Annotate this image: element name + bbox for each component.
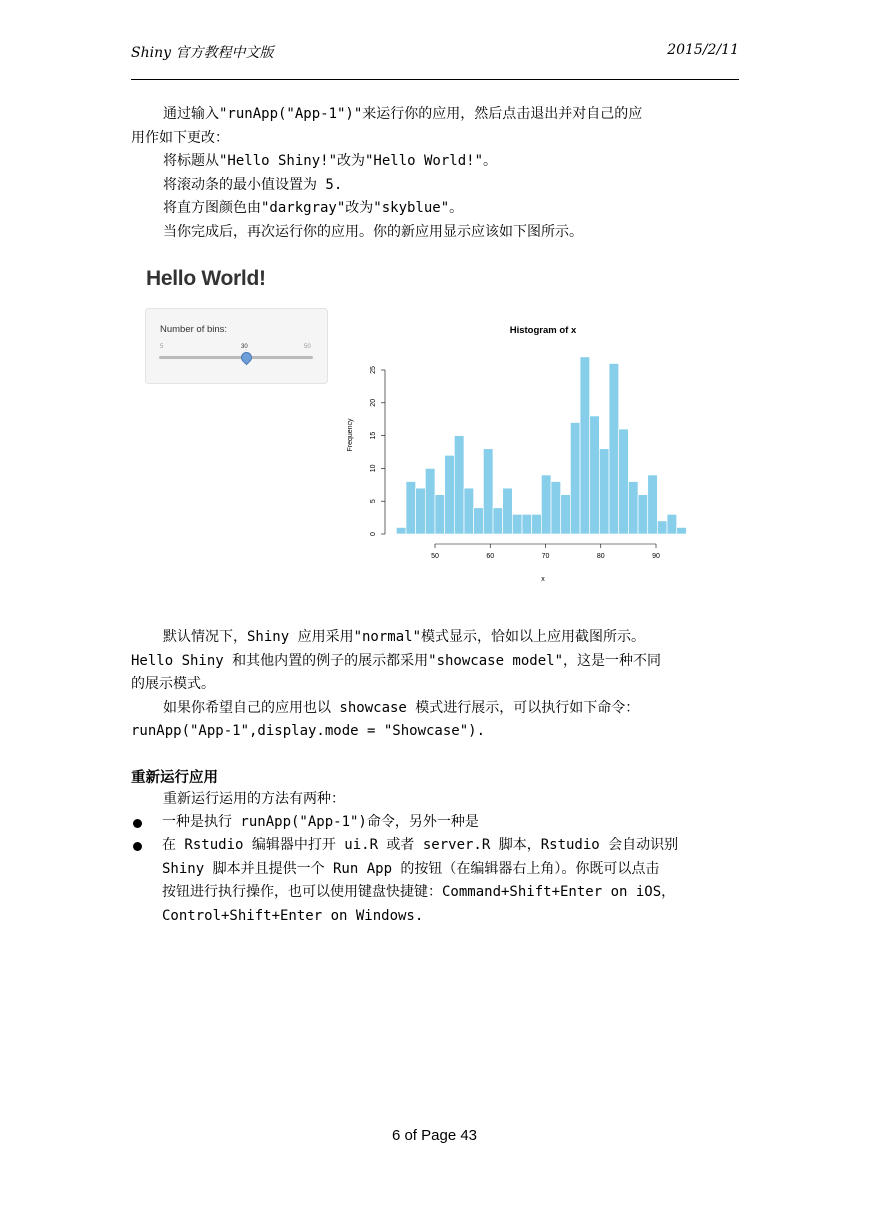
x-tick-label: 50 [431, 553, 439, 560]
histogram-bar [657, 521, 667, 534]
x-axis-label: x [541, 576, 545, 583]
y-tick-label: 10 [370, 464, 377, 473]
histogram-bar [396, 527, 406, 534]
histogram-bar [648, 475, 658, 534]
sidebar-panel [145, 308, 328, 384]
bins-slider-handle[interactable] [239, 350, 255, 366]
histogram-bar [445, 455, 455, 534]
histogram-bar [619, 429, 629, 534]
histogram-bar [677, 527, 687, 534]
bullet-2-line-2: Shiny 脚本并且提供一个 Run App 的按钮（在编辑器右上角）。你既可以点击 [162, 860, 660, 877]
histogram-bar [609, 363, 619, 534]
x-tick-label: 70 [541, 553, 550, 560]
histogram-bar [580, 357, 590, 534]
histogram-bar [493, 508, 503, 534]
histogram-bar [590, 416, 600, 534]
histogram-bar [551, 482, 561, 534]
section-intro: 重新运行运用的方法有两种： [163, 791, 345, 807]
section-heading: 重新运行应用 [131, 770, 218, 786]
histogram-bar [464, 488, 474, 534]
body-line-3: 的展示模式。 [131, 676, 215, 692]
histogram-bar [638, 495, 648, 534]
bullet-2-line-3: 按钮进行执行操作，也可以使用键盘快捷键：Command+Shift+Enter on iOS， [162, 884, 676, 900]
y-axis-label: Frequency [347, 418, 354, 452]
x-tick-label: 80 [596, 553, 605, 560]
bullet-2-line-4: Control+Shift+Enter on Windows. [162, 907, 424, 924]
histogram-bar [599, 449, 609, 534]
bullet-icon [133, 842, 142, 851]
y-tick-label: 20 [370, 398, 377, 407]
intro-line-6: 当你完成后，再次运行你的应用。你的新应用显示应该如下图所示。 [163, 224, 583, 240]
body-line-5: runApp("App-1",display.mode = "Showcase"). [131, 723, 486, 739]
chart-title: Histogram of x [509, 325, 577, 336]
bins-slider-track[interactable] [159, 356, 313, 359]
body-line-2: Hello Shiny 和其他内置的例子的展示都采用"showcase model"，这是一种不同 [131, 653, 662, 669]
y-tick-label: 25 [370, 366, 377, 374]
bullet-1-line-1: 一种是执行 runApp("App-1")命令，另外一种是 [162, 814, 479, 830]
histogram-bar [416, 488, 426, 534]
intro-line-1: 通过输入"runApp("App-1")"来运行你的应用，然后点击退出并对自己的应 [163, 106, 643, 122]
slider-value-label: 30 [241, 344, 248, 350]
histogram-bar [667, 514, 677, 534]
page-footer: 6 of Page 43 [391, 1127, 478, 1144]
body-line-4: 如果你希望自己的应用也以 showcase 模式进行展示，可以执行如下命令： [163, 700, 640, 716]
y-tick-label: 0 [370, 532, 377, 536]
y-tick-label: 5 [370, 499, 377, 504]
intro-line-5: 将直方图颜色由"darkgray"改为"skyblue"。 [163, 200, 464, 216]
histogram-bar [435, 495, 445, 534]
x-tick-label: 60 [486, 553, 495, 560]
histogram-bar [454, 436, 464, 534]
histogram-bar [522, 514, 532, 534]
intro-line-2: 用作如下更改： [131, 130, 229, 146]
histogram-bar [570, 422, 580, 534]
histogram-bar [628, 482, 638, 534]
histogram-bar [483, 449, 493, 534]
histogram-bar [503, 488, 513, 534]
body-line-1: 默认情况下，Shiny 应用采用"normal"模式显示，恰如以上应用截图所示。 [163, 629, 646, 645]
histogram-bar [512, 514, 522, 534]
slider-min-label: 5 [160, 344, 164, 350]
histogram-bar [532, 514, 542, 534]
histogram-bar [406, 482, 416, 534]
intro-line-3: 将标题从"Hello Shiny!"改为"Hello World!"。 [163, 153, 498, 169]
header-title: Shiny 官方教程中文版 [131, 45, 274, 61]
slider-max-label: 50 [304, 344, 311, 350]
y-tick-label: 15 [370, 431, 377, 440]
bins-label: Number of bins: [160, 324, 228, 335]
bullet-2-line-1: 在 Rstudio 编辑器中打开 ui.R 或者 server.R 脚本，Rstudio 会自动识别 [162, 837, 679, 853]
histogram-bar [541, 475, 551, 534]
app-title: Hello World! [146, 267, 266, 290]
bullet-icon [133, 819, 142, 828]
histogram-chart [336, 317, 716, 592]
intro-line-4: 将滚动条的最小值设置为 5. [163, 177, 343, 193]
x-tick-label: 90 [652, 553, 660, 560]
histogram-bar [561, 495, 571, 534]
histogram-bar [425, 468, 435, 534]
header-date: 2015/2/11 [667, 42, 739, 58]
app-screenshot [131, 262, 731, 592]
histogram-bar [474, 508, 484, 534]
header-rule [131, 79, 739, 80]
